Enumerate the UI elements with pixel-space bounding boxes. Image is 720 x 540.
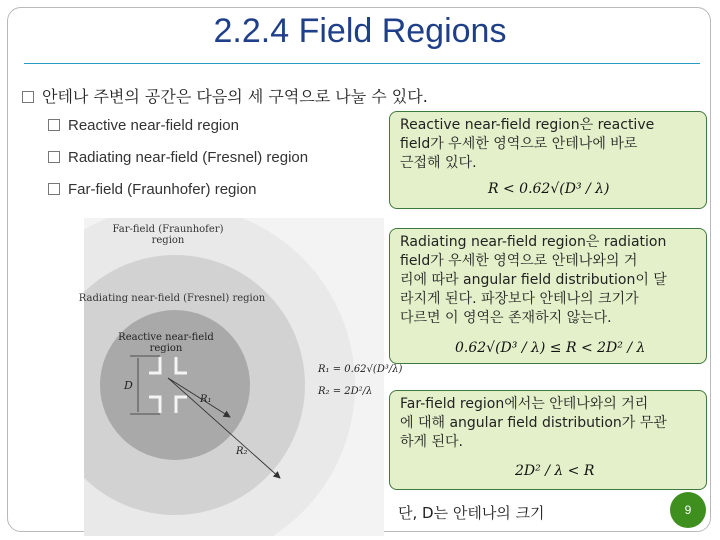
page-number-badge: 9 [670, 492, 706, 528]
box-text-line: 근접해 있다. [400, 155, 477, 171]
box-text-line: Reactive near-field region은 reactive [400, 117, 655, 133]
box-text-line: Far-field region에서는 안테나와의 거리 [400, 396, 649, 412]
page-title: 2.2.4 Field Regions [213, 12, 507, 50]
sub-bullet-label: Far-field (Fraunhofer) region [68, 181, 257, 198]
box-text-line: 에 대해 angular field distribution가 무관 [400, 415, 667, 431]
radiating-label: Radiating near-field (Fresnel) region [78, 293, 266, 304]
far-field-label-2: region [151, 235, 185, 246]
box-text-line: 다르면 이 영역은 존재하지 않는다. [400, 310, 612, 326]
box-text-line: Radiating near-field region은 radiation [400, 234, 667, 250]
r1-label: R₁ [200, 394, 212, 405]
r2-equation: R₂ = 2D²/λ [318, 386, 373, 397]
sub-bullet-label: Radiating near-field (Fresnel) region [68, 149, 309, 166]
box-text-line: 라지게 된다. 파장보다 안테나의 크기가 [400, 291, 639, 307]
reactive-label-2: region [149, 343, 183, 354]
box-text-line: 리에 따라 angular field distribution이 달 [400, 272, 667, 288]
box-text-line: field가 우세한 영역으로 안테나에 바로 [400, 136, 638, 152]
reactive-formula: R < 0.62√(D³ / λ) [488, 181, 610, 197]
far-formula: 2D² / λ < R [515, 463, 595, 479]
antenna-size-note: 단, D는 안테나의 크기 [398, 504, 545, 522]
r1-equation: R₁ = 0.62√(D³/λ) [318, 364, 403, 375]
sub-bullet-label: Reactive near-field region [68, 117, 239, 134]
reactive-label: Reactive near-field [118, 332, 214, 343]
radiating-formula: 0.62√(D³ / λ) ≤ R < 2D² / λ [455, 340, 646, 356]
far-field-label: Far-field (Fraunhofer) [112, 224, 224, 235]
r2-label: R₂ [236, 446, 248, 457]
d-label: D [124, 379, 133, 392]
box-text-line: field가 우세한 영역으로 안테나와의 거 [400, 253, 638, 269]
box-text-line: 하게 된다. [400, 434, 463, 450]
intro-text: 안테나 주변의 공간은 다음의 세 구역으로 나눌 수 있다. [42, 87, 428, 106]
